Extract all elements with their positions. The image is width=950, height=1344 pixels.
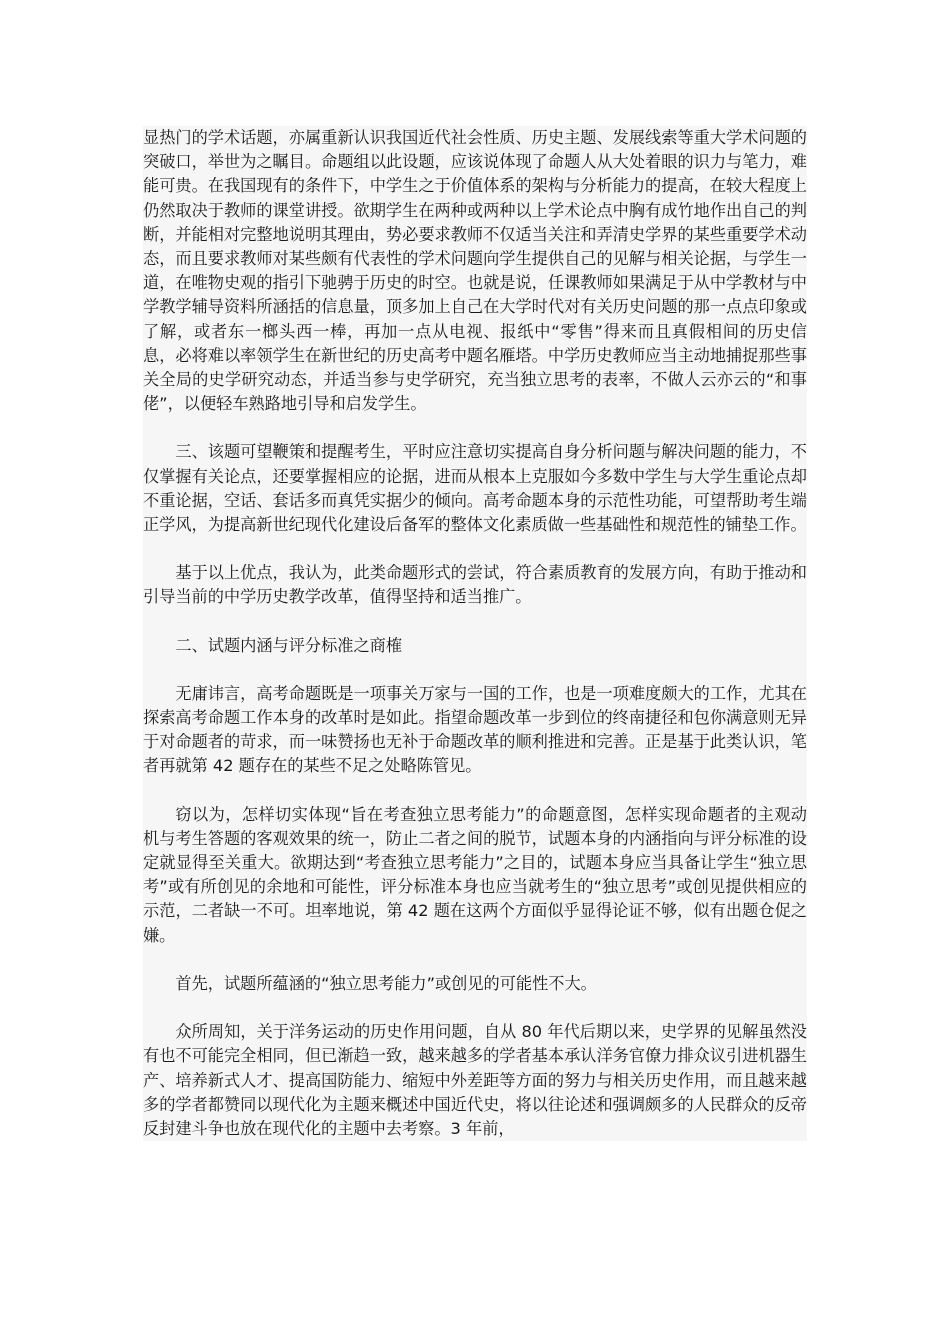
paragraph-6: 窃以为，怎样切实体现“旨在考查独立思考能力”的命题意图，怎样实现命题者的主观动机与考生答题的客观效果的统一，防止二者之间的脱节，试题本身的内涵指向与评分标准的设定就显得至关重大。欲期达到“考查独立思考能力”之目的，试题本身应当具备让学生“独立思考”或有所创见的余地和可能性，评分标准本身也应当就考生的“独立思考”或创见提供相应的示范，二者缺一不可。坦率地说，第 42 题在这两个方面似乎显得论证不够，似有出题仓促之嫌。 xyxy=(143,803,807,948)
paragraph-gap xyxy=(143,948,807,972)
paragraph-gap xyxy=(143,996,807,1020)
paragraph-2: 三、该题可望鞭策和提醒考生，平时应注意切实提高自身分析问题与解决问题的能力，不仅掌握有关论点，还要掌握相应的论据，进而从根本上克服如今多数中学生与大学生重论点却不重论据，空话、套话多而真凭实据少的倾向。高考命题本身的示范性功能，可望帮助考生端正学风，为提高新世纪现代化建设后备军的整体文化素质做一些基础性和规范性的铺垫工作。 xyxy=(143,440,807,537)
paragraph-7: 首先，试题所蕴涵的“独立思考能力”或创见的可能性不大。 xyxy=(143,972,807,996)
paragraph-gap xyxy=(143,658,807,682)
paragraph-3: 基于以上优点，我认为，此类命题形式的尝试，符合素质教育的发展方向，有助于推动和引导当前的中学历史教学改革，值得坚持和适当推广。 xyxy=(143,561,807,609)
paragraph-8: 众所周知，关于洋务运动的历史作用问题，自从 80 年代后期以来，史学界的见解虽然没有也不可能完全相同，但已渐趋一致，越来越多的学者基本承认洋务官僚力排众议引进机器生产、培养新式人才、提高国防能力、缩短中外差距等方面的努力与相关历史作用，而且越来越多的学者都赞同以现代化为主题来概述中国近代史，将以往论述和强调颇多的人民群众的反帝反封建斗争也放在现代化的主题中去考察。3 年前， xyxy=(143,1020,807,1141)
paragraph-gap xyxy=(143,416,807,440)
paragraph-gap xyxy=(143,610,807,634)
section-heading: 二、试题内涵与评分标准之商榷 xyxy=(143,634,807,658)
paragraph-gap xyxy=(143,537,807,561)
paragraph-1: 显热门的学术话题，亦属重新认识我国近代社会性质、历史主题、发展线索等重大学术问题的突破口，举世为之瞩目。命题组以此设题，应该说体现了命题人从大处着眼的识力与笔力，难能可贵。在我国现有的条件下，中学生之于价值体系的架构与分析能力的提高，在较大程度上仍然取决于教师的课堂讲授。欲期学生在两种或两种以上学术论点中胸有成竹地作出自己的判断，并能相对完整地说明其理由，势必要求教师不仅适当关注和弄清史学界的某些重要学术动态，而且要求教师对某些颇有代表性的学术问题向学生提供自己的见解与相关论据，与学生一道，在唯物史观的指引下驰骋于历史的时空。也就是说，任课教师如果满足于从中学教材与中学教学辅导资料所涵括的信息量，顶多加上自己在大学时代对有关历史问题的那一点点印象或了解，或者东一榔头西一棒，再加一点从电视、报纸中“零售”得来而且真假相间的历史信息，必将难以率领学生在新世纪的历史高考中题名雁塔。中学历史教师应当主动地捕捉那些事关全局的史学研究动态，并适当参与史学研究，充当独立思考的表率，不做人云亦云的“和事佬”，以便轻车熟路地引导和启发学生。 xyxy=(143,126,807,416)
document-body xyxy=(143,126,807,1141)
paragraph-gap xyxy=(143,779,807,803)
paragraph-5: 无庸讳言，高考命题既是一项事关万家与一国的工作，也是一项难度颇大的工作，尤其在探索高考命题工作本身的改革时是如此。指望命题改革一步到位的终南捷径和包你满意则无异于对命题者的苛求，而一味赞扬也无补于命题改革的顺利推进和完善。正是基于此类认识，笔者再就第 42 题存在的某些不足之处略陈管见。 xyxy=(143,682,807,779)
